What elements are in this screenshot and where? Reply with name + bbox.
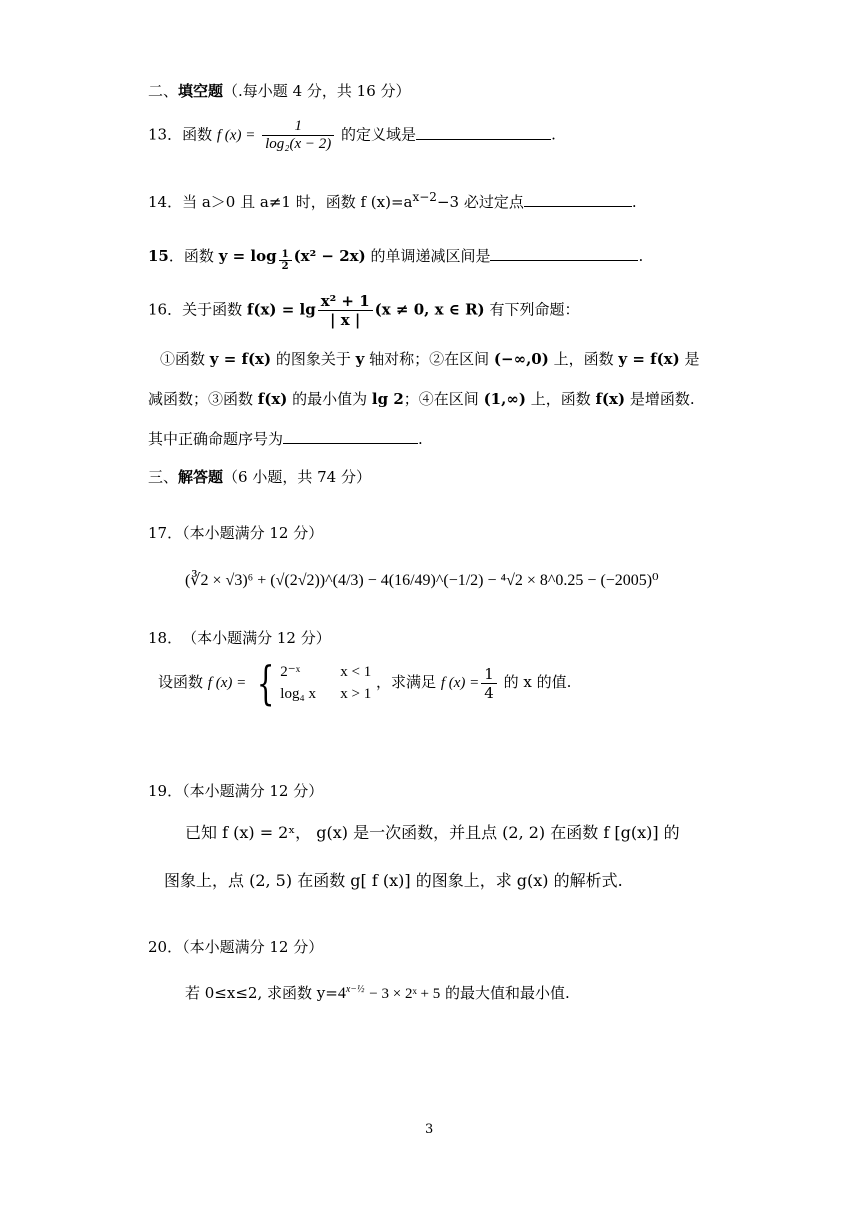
question-19-header: 19．（本小题满分 12 分） (148, 782, 324, 800)
q16-l4-end: . (418, 430, 423, 448)
question-13-text: 函数 (182, 125, 213, 144)
question-20-text: 若 0≤x≤2, 求函数 y= (185, 984, 338, 1002)
question-13-end: . (551, 125, 556, 144)
question-15-text: 函数 (183, 247, 214, 265)
q16-l3-4: ；④在区间 (403, 390, 484, 408)
question-19-line-2: 图象上，点 (2, 5) 在函数 g[ f (x)] 的图象上，求 g(x) 的解析式. (164, 871, 623, 890)
section-3-note: （6 小题，共 74 分） (223, 468, 371, 486)
section-3-header (148, 466, 371, 487)
question-14-text-2: −3 必过定点 (436, 193, 524, 211)
question-16-function: f(x) = lg (246, 300, 316, 319)
question-16-line-3 (148, 388, 695, 409)
fraction-numerator: 1 (262, 118, 334, 136)
fraction-numerator: x² + 1 (318, 292, 373, 311)
question-17-expression: (∛2 × √3)⁶ + (√(2√2))^(4/3) − 4(16/49)^(−1/2) − ⁴√2 × 8^0.25 − (−2005)⁰ (185, 572, 659, 589)
question-15-end: . (638, 247, 644, 265)
answer-blank (490, 260, 638, 261)
q16-l3-3: lg 2 (371, 390, 404, 408)
left-brace-icon: { (256, 656, 275, 710)
q16-l3-5: (1,∞) (483, 390, 526, 408)
section-3-prefix: 三、 (148, 468, 179, 486)
section-2-note: （.每小题 4 分，共 16 分） (223, 82, 411, 100)
log-base-denominator: 2 (281, 261, 289, 272)
question-14-exponent: x−2 (412, 190, 437, 204)
question-13 (148, 118, 556, 153)
question-14 (148, 190, 637, 212)
question-20-text-2: 的最大值和最小值. (445, 984, 570, 1002)
page-number: 3 (425, 1122, 434, 1137)
question-13-fraction (262, 118, 334, 153)
question-13-number: 13． (148, 125, 183, 144)
fraction-denominator: log₂(x − 2) (265, 136, 332, 152)
question-16-condition: (x ≠ 0, x ∈ R) (374, 300, 485, 319)
q16-l2-3: y (355, 350, 365, 368)
question-20-body (185, 982, 570, 1003)
q16-l2-6: 上，函数 (548, 350, 619, 368)
question-13-function: f (x) = (216, 127, 256, 144)
question-18-text: 设函数 (158, 673, 204, 691)
question-15-number: 15 (148, 247, 169, 265)
q16-l3-8: 是增函数. (625, 390, 695, 408)
question-20-header: 20．（本小题满分 12 分） (148, 938, 324, 956)
question-14-end: . (631, 193, 637, 211)
section-2-prefix: 二、 (148, 82, 179, 100)
case-1-value: 2⁻ˣ (280, 663, 301, 680)
fraction-denominator: 4 (484, 683, 494, 702)
fraction-numerator: 1 (481, 665, 497, 684)
q16-l2-7: y = f(x) (618, 350, 680, 368)
question-15 (148, 245, 643, 272)
question-18-fraction (481, 665, 497, 702)
question-16 (148, 292, 579, 329)
answer-blank (524, 206, 632, 207)
q16-l3-7: f(x) (595, 390, 626, 408)
section-2-title: 填空题 (178, 82, 224, 100)
question-15-dot: ． (168, 247, 184, 265)
q16-l3-0: 减函数；③函数 (148, 390, 258, 408)
question-15-text-2: 的单调递减区间是 (370, 247, 491, 265)
question-14-number: 14． (148, 193, 183, 211)
question-16-text-2: 有下列命题： (489, 300, 580, 319)
question-17-header: 17．（本小题满分 12 分） (148, 524, 324, 542)
question-19-line-1: 已知 f (x) = 2ˣ， g(x) 是一次函数，并且点 (2, 2) 在函数 f [g(x)] 的 (185, 823, 680, 842)
q16-l4-text: 其中正确命题序号为 (148, 430, 284, 448)
answer-blank (283, 443, 418, 444)
question-20-base: 4 (337, 985, 346, 1002)
question-13-text-2: 的定义域是 (341, 125, 417, 144)
case-2-value: log₄ x (280, 686, 316, 702)
question-18-text-3: 的 x 的值. (503, 673, 572, 691)
q16-l2-2: 的图象关于 (271, 350, 356, 368)
section-3-title: 解答题 (178, 468, 224, 486)
log-base-fraction (279, 249, 292, 272)
case-1-condition: x < 1 (340, 663, 372, 680)
fraction-denominator: | x | (330, 311, 361, 329)
q16-l2-4: 轴对称；②在区间 (364, 350, 494, 368)
question-20-exponent: x−½ (345, 984, 365, 995)
question-18-function-2: f (x) = (440, 675, 480, 691)
question-16-line-4 (148, 428, 423, 449)
q16-l3-1: f(x) (257, 390, 288, 408)
question-18-function: f (x) = (207, 675, 247, 691)
q16-l2-0: ①函数 (160, 350, 210, 368)
question-15-argument: (x² − 2x) (293, 247, 366, 265)
question-16-line-2 (160, 348, 700, 369)
answer-blank (416, 139, 551, 140)
section-2-header (148, 80, 411, 101)
question-20-rest: − 3 × 2ˣ + 5 (369, 986, 441, 1002)
log-base-numerator: 1 (279, 249, 292, 261)
question-14-text: 当 a＞0 且 a≠1 时，函数 f (x)=a (182, 193, 413, 211)
q16-l3-6: 上，函数 (525, 390, 596, 408)
question-15-expression: y = log (218, 247, 277, 265)
q16-l2-5: (−∞,0) (493, 350, 549, 368)
q16-l2-1: y = f(x) (209, 350, 272, 368)
question-18-text-2: ，求满足 (376, 673, 437, 691)
piecewise-cases (280, 661, 371, 706)
question-16-number: 16． (148, 300, 183, 319)
question-16-text: 关于函数 (182, 300, 243, 319)
q16-l2-8: 是 (679, 350, 700, 368)
case-2-condition: x > 1 (340, 686, 372, 702)
question-16-fraction (318, 292, 373, 329)
question-18-body (158, 656, 572, 710)
q16-l3-2: 的最小值为 (287, 390, 372, 408)
question-18-header: 18． （本小题满分 12 分） (148, 629, 331, 647)
